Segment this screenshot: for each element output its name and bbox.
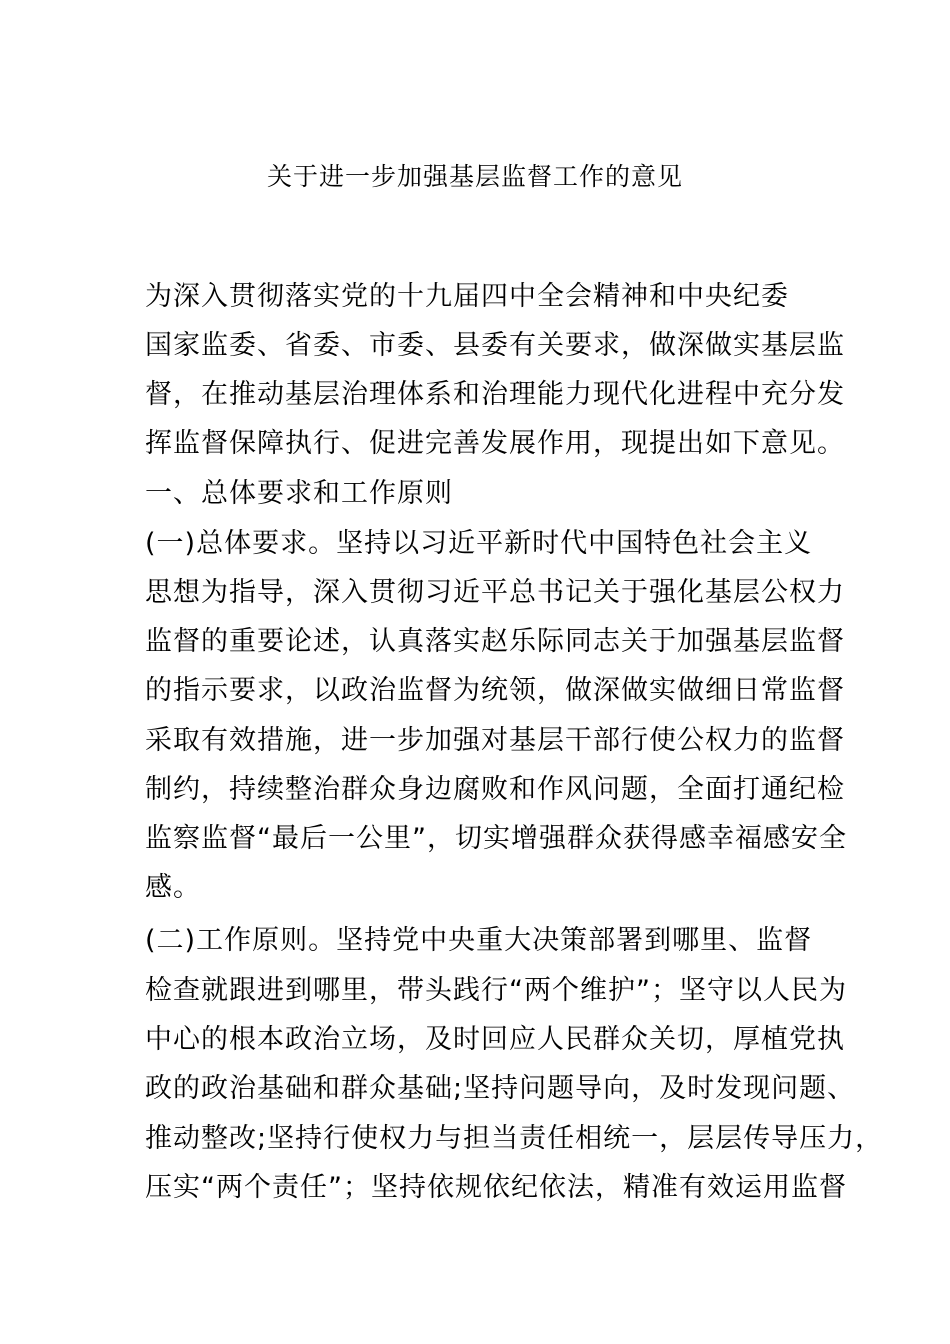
paragraph-3-line-2: 检查就跟进到哪里，带头践行“两个维护”；坚守以人民为 — [145, 975, 847, 1006]
paragraph-3-line-6: 压实“两个责任”；坚持依规依纪依法，精准有效运用监督 — [145, 1172, 847, 1203]
paragraph-3-line-5: 推动整改;坚持行使权力与担当责任相统一，层层传导压力， — [145, 1123, 884, 1154]
paragraph-3-line-1: (二)工作原则。坚持党中央重大决策部署到哪里、监督 — [145, 925, 813, 956]
paragraph-1-line-4: 挥监督保障执行、促进完善发展作用，现提出如下意见。 — [145, 428, 845, 459]
document-title: 关于进一步加强基层监督工作的意见 — [266, 162, 683, 191]
paragraph-1-line-2: 国家监委、省委、市委、县委有关要求，做深做实基层监 — [145, 330, 845, 361]
paragraph-2-line-7: 监察监督“最后一公里”，切实增强群众获得感幸福感安全 — [145, 823, 847, 854]
paragraph-1-line-3: 督，在推动基层治理体系和治理能力现代化进程中充分发 — [145, 379, 845, 410]
paragraph-2-line-6: 制约，持续整治群众身边腐败和作风问题，全面打通纪检 — [145, 774, 845, 805]
paragraph-2-line-3: 监督的重要论述，认真落实赵乐际同志关于加强基层监督 — [145, 626, 845, 657]
paragraph-2-line-2: 思想为指导，深入贯彻习近平总书记关于强化基层公权力 — [145, 577, 845, 608]
paragraph-1-line-1: 为深入贯彻落实党的十九届四中全会精神和中央纪委 — [145, 281, 789, 312]
paragraph-2-line-5: 采取有效措施，进一步加强对基层干部行使公权力的监督 — [145, 725, 845, 756]
paragraph-3-line-3: 中心的根本政治立场，及时回应人民群众关切，厚植党执 — [145, 1024, 845, 1055]
section-heading-1: 一、总体要求和工作原则 — [145, 478, 453, 509]
paragraph-2-line-1: (一)总体要求。坚持以习近平新时代中国特色社会主义 — [145, 528, 813, 559]
paragraph-2-line-8: 感。 — [145, 872, 201, 903]
paragraph-3-line-4: 政的政治基础和群众基础;坚持问题导向，及时发现问题、 — [145, 1073, 856, 1104]
paragraph-2-line-4: 的指示要求，以政治监督为统领，做深做实做细日常监督 — [145, 675, 845, 706]
